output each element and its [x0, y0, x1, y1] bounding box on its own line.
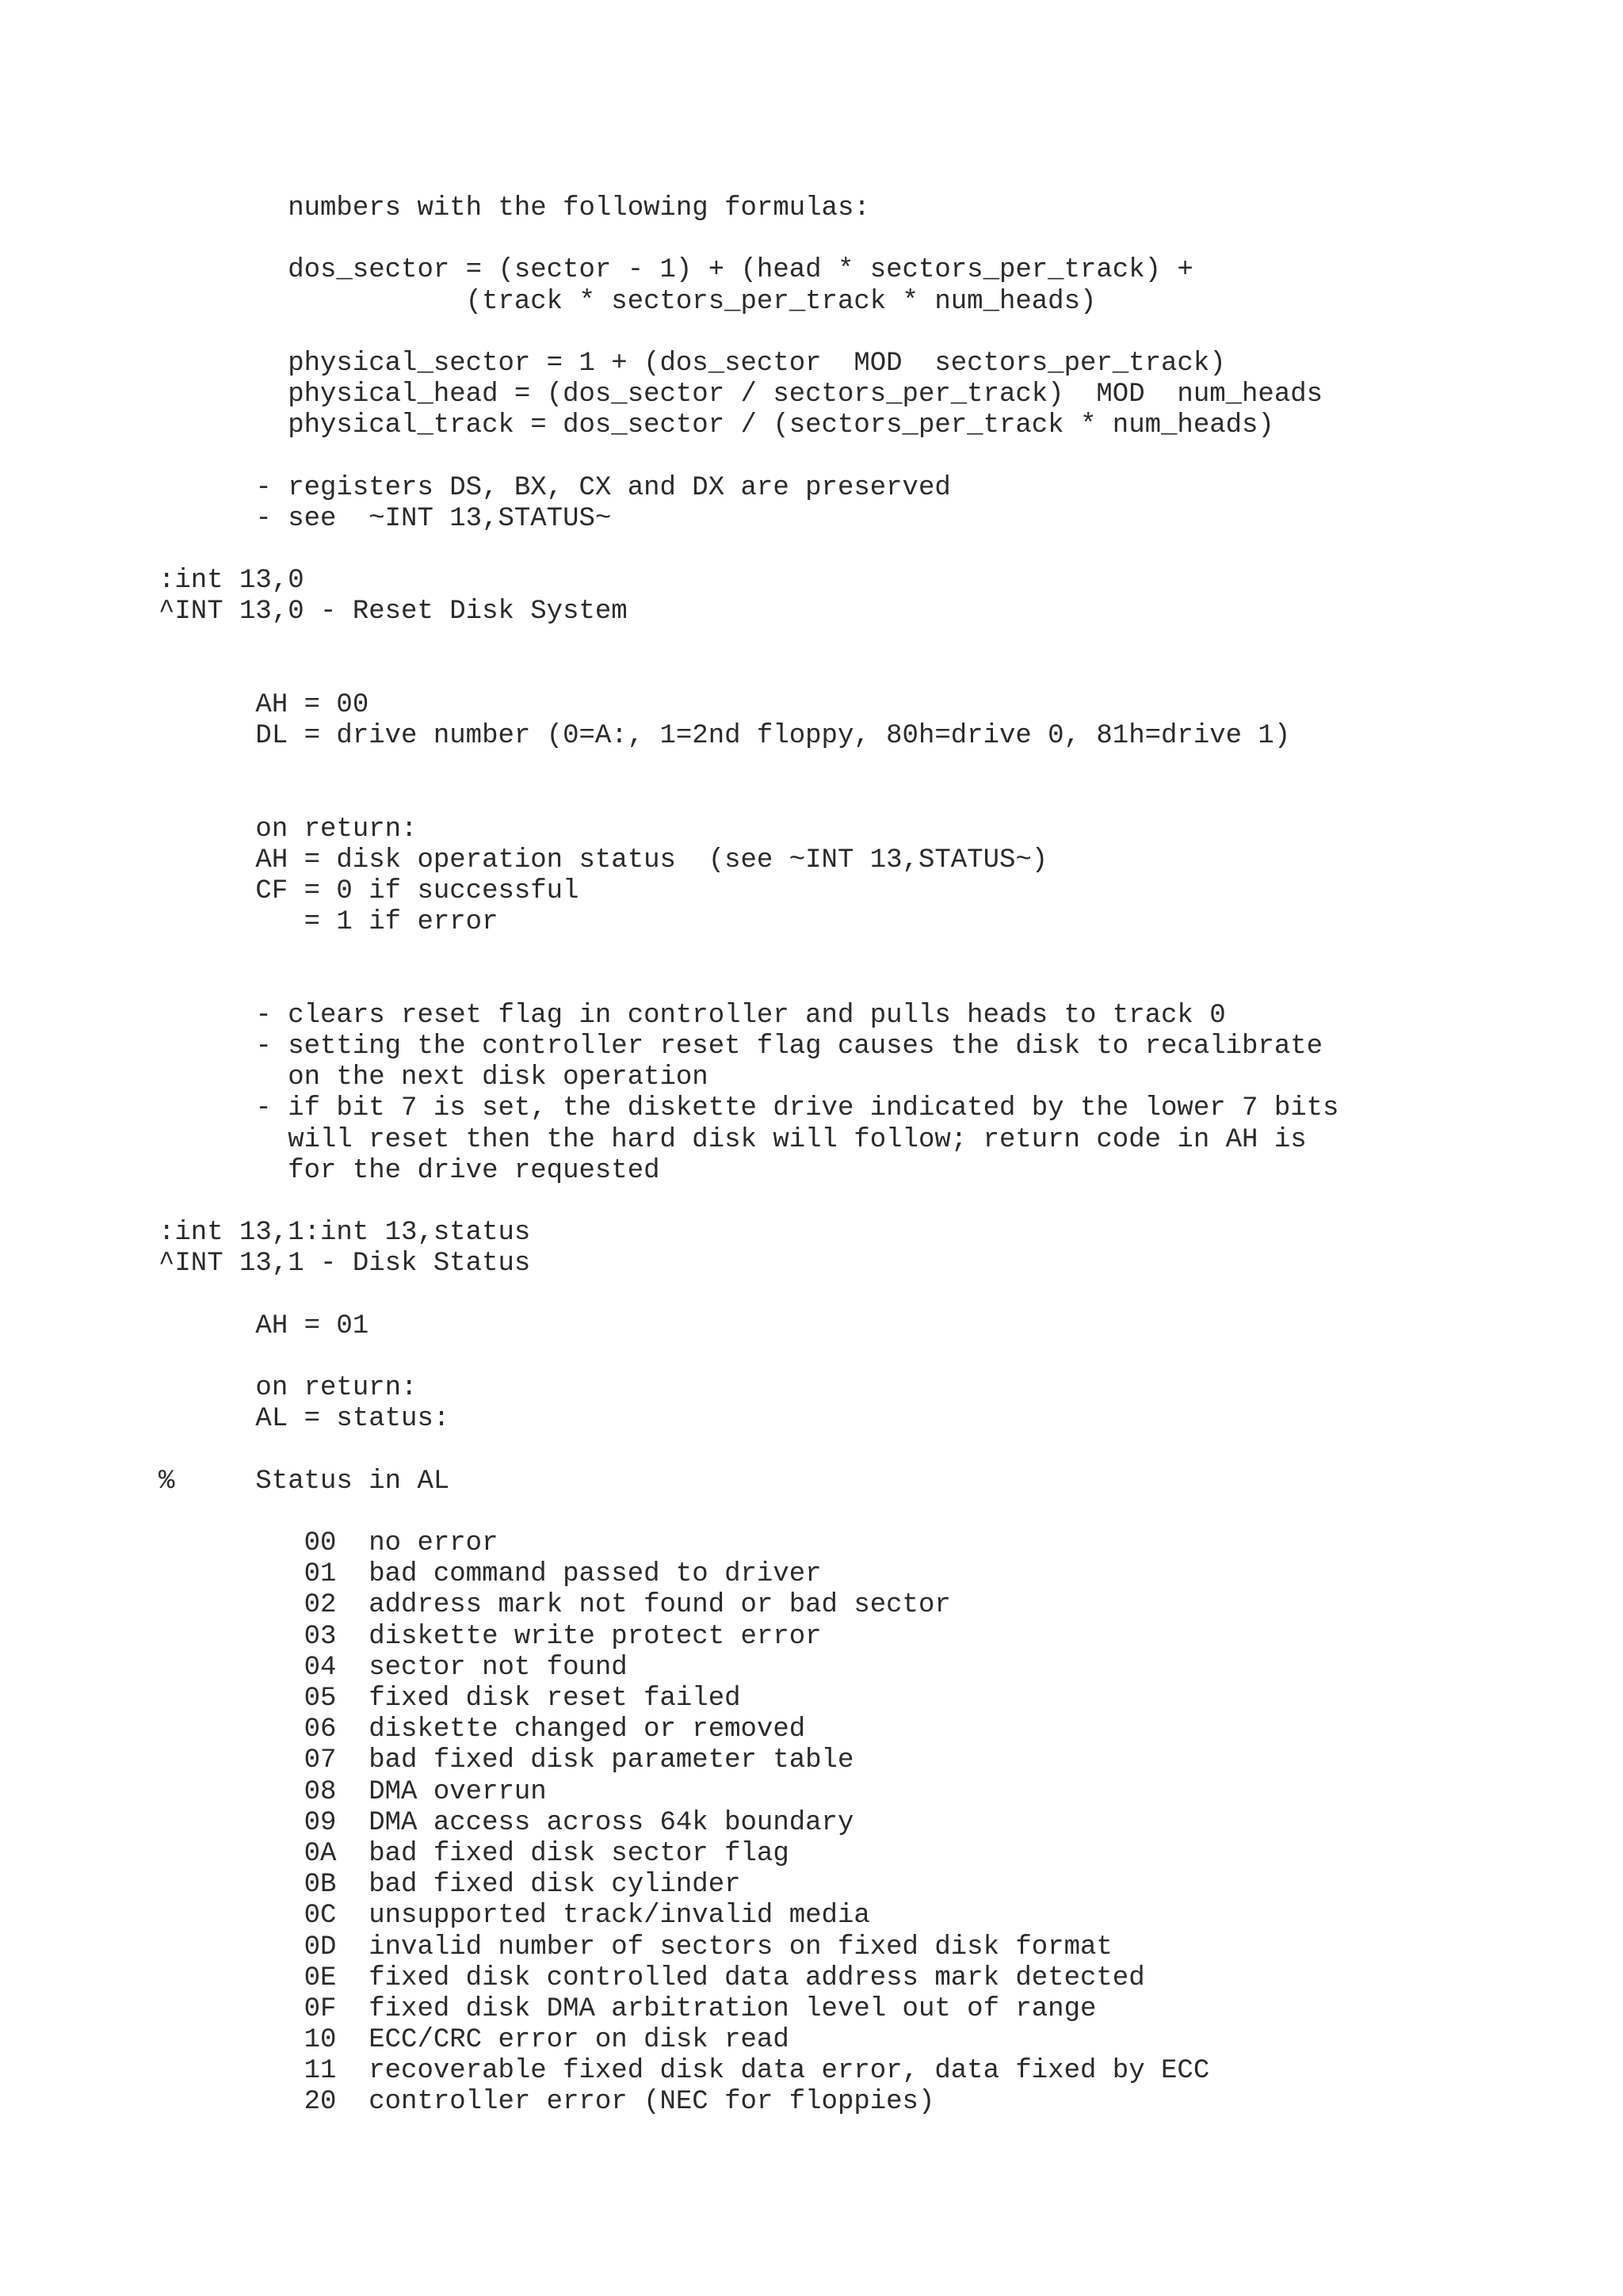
blank-line	[158, 628, 1338, 659]
text-line: 0B bad fixed disk cylinder	[158, 1870, 741, 1901]
text-line: 0C unsupported track/invalid media	[158, 1901, 870, 1932]
text-line: ^INT 13,1 - Disk Status	[158, 1249, 531, 1280]
blank-line	[158, 1187, 1338, 1218]
blank-line	[158, 659, 1338, 690]
text-line: 09 DMA access across 64k boundary	[158, 1807, 854, 1838]
text-line: CF = 0 if successful	[158, 876, 579, 907]
text-line: DL = drive number (0=A:, 1=2nd floppy, 80h=drive 0, 81h=drive 1)	[158, 721, 1291, 752]
blank-line	[158, 224, 1338, 255]
text-line: 20 controller error (NEC for floppies)	[158, 2087, 935, 2118]
text-line: - see ~INT 13,STATUS~	[158, 503, 612, 534]
text-line: :int 13,0	[158, 566, 304, 597]
text-line: AH = 01	[158, 1310, 369, 1341]
text-line: % Status in AL	[158, 1466, 450, 1497]
text-line: physical_head = (dos_sector / sectors_per_track) MOD num_heads	[158, 379, 1323, 410]
text-line: 0A bad fixed disk sector flag	[158, 1838, 789, 1869]
text-line: on the next disk operation	[158, 1062, 708, 1093]
text-line: numbers with the following formulas:	[158, 193, 870, 223]
blank-line	[158, 1280, 1338, 1311]
blank-line	[158, 442, 1338, 473]
blank-line	[158, 970, 1338, 1001]
text-line: AH = 00	[158, 690, 369, 720]
text-line: 0E fixed disk controlled data address mark detected	[158, 1962, 1145, 1993]
text-line: 07 bad fixed disk parameter table	[158, 1745, 854, 1776]
text-line: :int 13,1:int 13,status	[158, 1218, 531, 1249]
blank-line	[158, 939, 1338, 970]
text-line: 11 recoverable fixed disk data error, data fixed by ECC	[158, 2056, 1210, 2087]
text-line: 0D invalid number of sectors on fixed disk format	[158, 1932, 1113, 1962]
text-line: AL = status:	[158, 1404, 450, 1435]
text-line: (track * sectors_per_track * num_heads)	[158, 286, 1097, 317]
text-line: physical_track = dos_sector / (sectors_per_track * num_heads)	[158, 410, 1274, 441]
text-line: 0F fixed disk DMA arbitration level out of range	[158, 1993, 1097, 2024]
text-line: AH = disk operation status (see ~INT 13,STATUS~)	[158, 845, 1048, 875]
text-line: - if bit 7 is set, the diskette drive indicated by the lower 7 bits	[158, 1093, 1339, 1124]
blank-line	[158, 784, 1338, 814]
text-line: 02 address mark not found or bad sector	[158, 1590, 951, 1621]
text-line: 10 ECC/CRC error on disk read	[158, 2025, 789, 2056]
text-line: dos_sector = (sector - 1) + (head * sectors_per_track) +	[158, 255, 1193, 286]
text-line: 00 no error	[158, 1528, 498, 1559]
blank-line	[158, 1497, 1338, 1528]
text-line: - clears reset flag in controller and pulls heads to track 0	[158, 1000, 1226, 1031]
text-line: ^INT 13,0 - Reset Disk System	[158, 597, 628, 627]
document-text	[158, 193, 1338, 2119]
text-line: will reset then the hard disk will follow; return code in AH is	[158, 1124, 1307, 1155]
text-line: on return:	[158, 1373, 418, 1404]
text-line: for the drive requested	[158, 1155, 660, 1186]
text-line: - registers DS, BX, CX and DX are preserved	[158, 472, 951, 503]
blank-line	[158, 318, 1338, 349]
text-line: 01 bad command passed to driver	[158, 1559, 822, 1590]
text-line: on return:	[158, 814, 418, 845]
text-line: 05 fixed disk reset failed	[158, 1684, 741, 1714]
blank-line	[158, 1436, 1338, 1466]
text-line: 06 diskette changed or removed	[158, 1714, 806, 1745]
blank-line	[158, 1342, 1338, 1373]
blank-line	[158, 535, 1338, 566]
text-line: 03 diskette write protect error	[158, 1621, 822, 1652]
blank-line	[158, 752, 1338, 783]
text-line: - setting the controller reset flag causes the disk to recalibrate	[158, 1032, 1323, 1062]
text-line: 08 DMA overrun	[158, 1776, 547, 1807]
text-line: physical_sector = 1 + (dos_sector MOD sectors_per_track)	[158, 348, 1226, 379]
text-line: 04 sector not found	[158, 1652, 628, 1683]
text-line: = 1 if error	[158, 907, 498, 938]
